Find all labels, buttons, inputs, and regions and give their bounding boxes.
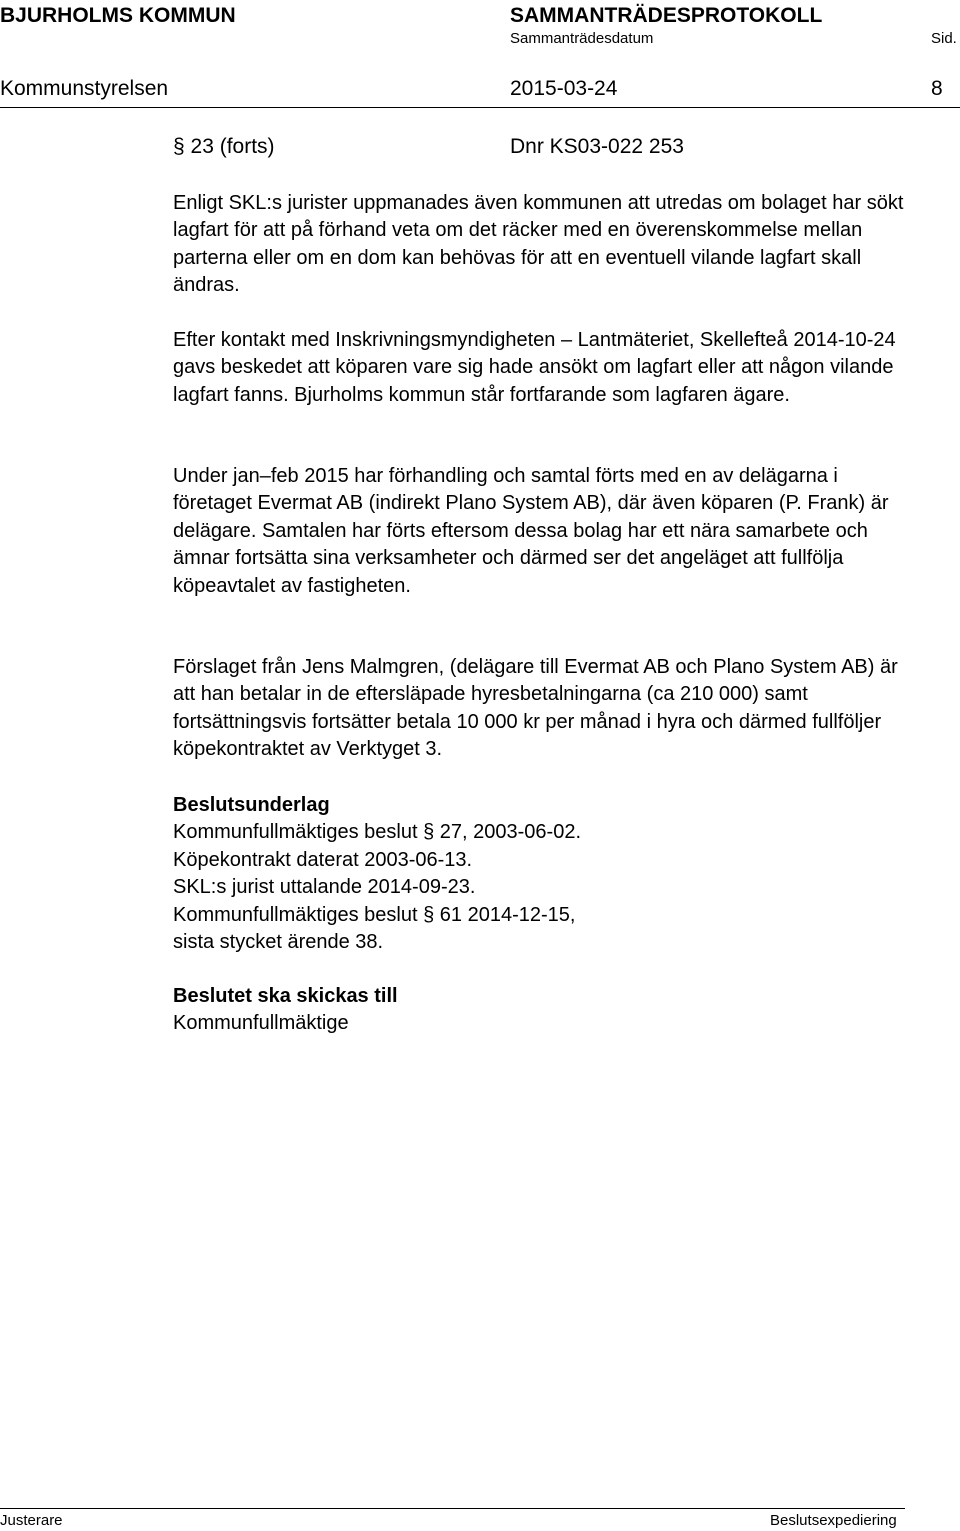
header-divider	[0, 107, 960, 108]
beslutsunderlag-item: Kommunfullmäktiges beslut § 27, 2003-06-02.	[173, 821, 582, 844]
footer-beslutsexpediering: Beslutsexpediering	[770, 1512, 897, 1529]
paragraph: Under jan–feb 2015 har förhandling och samtal förts med en av delägarna i företaget Evermat AB (indirekt Plano System AB), där även köparen (P. Frank) är delägare. Samtalen har förts eftersom dessa bolag har ett nära samarbete och ämnar fortsätta sina verksamheter och därmed ser det angeläget att fullfölja köpeavtalet av fastigheten.	[173, 465, 889, 597]
body-name: Kommunstyrelsen	[0, 77, 169, 100]
footer-divider	[0, 1508, 905, 1509]
skickas-section	[173, 983, 913, 1038]
org-name: BJURHOLMS KOMMUN	[0, 4, 236, 27]
beslutsunderlag-item: sista stycket ärende 38.	[173, 931, 384, 954]
beslutsunderlag-item: SKL:s jurist uttalande 2014-09-23.	[173, 876, 476, 899]
beslutsunderlag-heading: Beslutsunderlag	[173, 794, 330, 816]
footer-justerare: Justerare	[0, 1512, 63, 1529]
meeting-date: 2015-03-24	[510, 77, 618, 100]
page-label: Sid.	[931, 30, 957, 47]
paragraph: Enligt SKL:s jurister uppmanades även kommunen att utredas om bolaget har sökt lagfart för att på förhand veta om det räcker med en överenskommelse mellan parterna eller om en dom kan behövas för att en eventuell vilande lagfart skall ändras.	[173, 192, 904, 297]
date-label: Sammanträdesdatum	[510, 30, 654, 47]
section-number: § 23 (forts)	[173, 135, 275, 158]
skickas-heading: Beslutet ska skickas till	[173, 985, 398, 1007]
beslutsunderlag-item: Kommunfullmäktiges beslut § 61 2014-12-15,	[173, 903, 576, 926]
beslutsunderlag-section	[173, 792, 913, 956]
paragraph: Förslaget från Jens Malmgren, (delägare till Evermat AB och Plano System AB) är att han betalar in de eftersläpade hyresbetalningarna (ca 210 000) samt fortsättningsvis fortsätter betala 10 000 kr per månad i hyra och därmed fullföljer köpekontraktet av Verktyget 3.	[173, 656, 898, 761]
page-number: 8	[931, 77, 943, 100]
skickas-item: Kommunfullmäktige	[173, 1012, 349, 1035]
doc-type: SAMMANTRÄDESPROTOKOLL	[510, 4, 823, 27]
paragraph: Efter kontakt med Inskrivningsmyndigheten – Lantmäteriet, Skellefteå 2014-10-24 gavs beskedet att köparen vare sig hade ansökt om lagfart eller att någon vilande lagfart fanns. Bjurholms kommun står fortfarande som lagfaren ägare.	[173, 329, 896, 406]
beslutsunderlag-item: Köpekontrakt daterat 2003-06-13.	[173, 848, 473, 871]
dnr: Dnr KS03-022 253	[510, 135, 684, 158]
